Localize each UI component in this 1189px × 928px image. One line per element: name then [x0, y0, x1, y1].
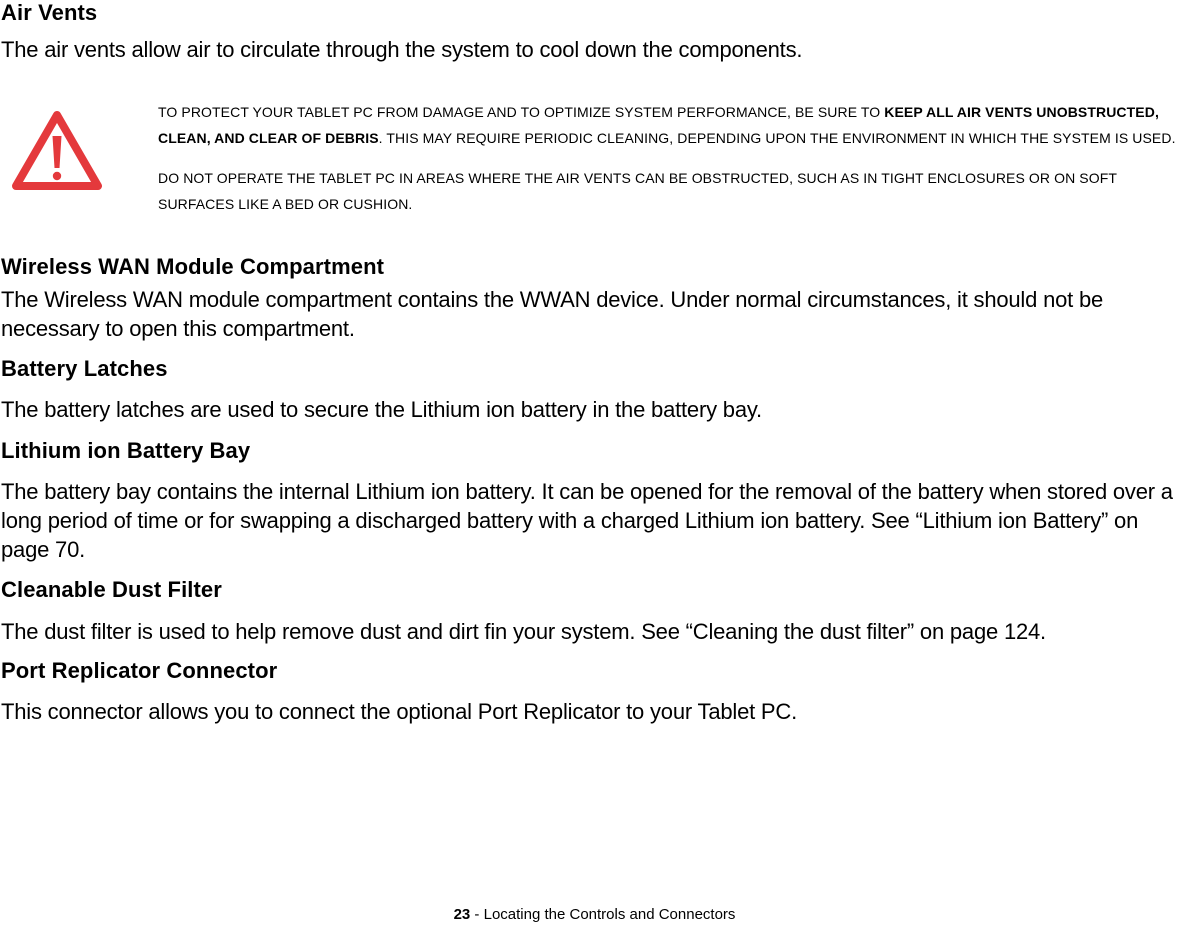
section-body-wwan: The Wireless WAN module compartment contains the WWAN device. Under normal circumstances, it should not be necessary to open this compartment.: [1, 287, 1104, 341]
warning-paragraph-2: DO NOT OPERATE THE TABLET PC IN AREAS WHERE THE AIR VENTS CAN BE OBSTRUCTED, SUCH AS IN TIGHT ENCLOSURES OR ON SOFT SURFACES LIKE A BED OR CUSHION.: [158, 170, 1117, 212]
page-footer: [0, 906, 1189, 923]
section-body-dust-filter: The dust filter is used to help remove dust and dirt fin your system. See “Cleaning the dust filter” on page 124.: [1, 619, 1046, 644]
warning-text-part2: . THIS MAY REQUIRE PERIODIC CLEANING, DEPENDING UPON THE ENVIRONMENT IN WHICH THE SYSTEM IS USED.: [378, 130, 1176, 146]
section-body-battery-bay: The battery bay contains the internal Lithium ion battery. It can be opened for the removal of the battery when stored over a long period of time or for swapping a discharged battery with a charged Lithium ion battery. See “Lithium ion Battery” on page 70.: [1, 479, 1173, 562]
warning-icon: [12, 110, 102, 192]
section-heading-battery-latches: Battery Latches: [1, 356, 168, 381]
warning-text-part1: TO PROTECT YOUR TABLET PC FROM DAMAGE AND TO OPTIMIZE SYSTEM PERFORMANCE, BE SURE TO: [158, 104, 885, 120]
section-body-battery-latches: The battery latches are used to secure the Lithium ion battery in the battery bay.: [1, 397, 762, 422]
warning-text-emphasis: KEEP ALL AIR VENTS UNOBSTRUCTED, CLEAN, AND CLEAR OF DEBRIS: [158, 104, 1159, 146]
page-number: 23: [453, 906, 471, 923]
section-body-air-vents: The air vents allow air to circulate through the system to cool down the components.: [1, 37, 803, 62]
section-heading-wwan: Wireless WAN Module Compartment: [1, 254, 385, 279]
section-heading-dust-filter: Cleanable Dust Filter: [1, 577, 222, 602]
footer-section-title: - Locating the Controls and Connectors: [470, 906, 736, 923]
section-heading-air-vents: Air Vents: [1, 0, 98, 25]
section-body-port-replicator: This connector allows you to connect the optional Port Replicator to your Tablet PC.: [1, 699, 798, 724]
section-heading-battery-bay: Lithium ion Battery Bay: [1, 438, 251, 463]
section-heading-port-replicator: Port Replicator Connector: [1, 658, 278, 683]
warning-paragraph-1: [158, 99, 1188, 151]
